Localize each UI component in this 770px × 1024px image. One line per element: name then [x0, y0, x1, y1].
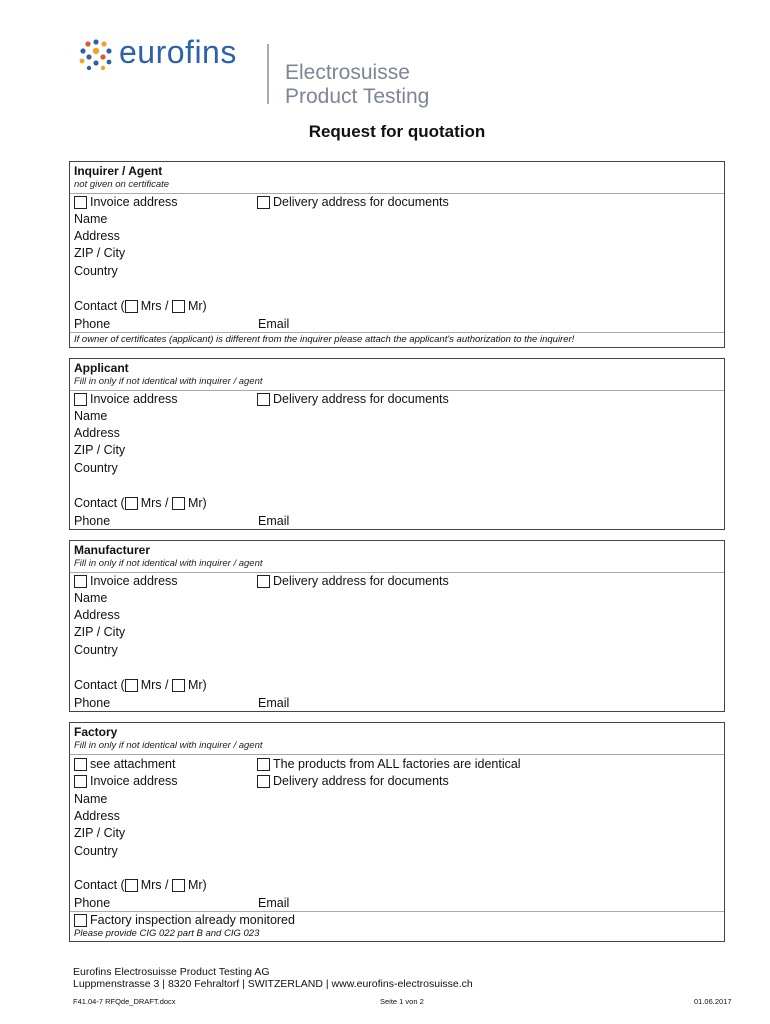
mr-checkbox[interactable]	[172, 679, 185, 692]
section-title: Applicant	[74, 361, 129, 375]
country-label: Country	[74, 264, 118, 278]
section-title: Inquirer / Agent	[74, 164, 163, 178]
page-title: Request for quotation	[308, 122, 486, 141]
contact-row: Contact ( Mrs / Mr)	[74, 878, 207, 892]
zip-city-label: ZIP / City	[74, 246, 126, 260]
footer-company: Eurofins Electrosuisse Product Testing AG	[73, 966, 270, 978]
invoice-address-option[interactable]: Invoice address	[74, 574, 178, 588]
mrs-checkbox[interactable]	[125, 497, 138, 510]
section-subtitle: Fill in only if not identical with inquirer / agent	[74, 740, 263, 751]
contact-row: Contact ( Mrs / Mr)	[74, 496, 207, 510]
section-inquirer	[69, 161, 725, 348]
footer-doc-id: F41.04-7 RFQde_DRAFT.docx	[73, 997, 176, 1006]
division-line-2: Product Testing	[285, 85, 430, 108]
factory-inspection-checkbox[interactable]	[74, 914, 87, 927]
invoice-address-checkbox[interactable]	[74, 196, 87, 209]
phone-label: Phone	[74, 896, 111, 910]
contact-row: Contact ( Mrs / Mr)	[74, 678, 207, 692]
footer-address: Luppmenstrasse 3 | 8320 Fehraltorf | SWITZERLAND | www.eurofins-electrosuisse.ch	[73, 978, 473, 990]
see-attachment-checkbox[interactable]	[74, 758, 87, 771]
mrs-checkbox[interactable]	[125, 879, 138, 892]
delivery-address-option[interactable]: Delivery address for documents	[257, 574, 449, 588]
footer-date: 01.06.2017	[694, 997, 732, 1006]
invoice-address-option[interactable]: Invoice address	[74, 195, 178, 209]
address-label: Address	[74, 426, 120, 440]
identical-factories-checkbox[interactable]	[257, 758, 270, 771]
phone-label: Phone	[74, 514, 111, 528]
eurofins-logo-icon	[78, 38, 114, 72]
country-label: Country	[74, 844, 118, 858]
section-subtitle: Fill in only if not identical with inquirer / agent	[74, 376, 263, 387]
logo-divider	[267, 44, 269, 104]
delivery-address-checkbox[interactable]	[257, 775, 270, 788]
invoice-address-checkbox[interactable]	[74, 575, 87, 588]
section-header	[70, 723, 724, 755]
division-line-1: Electrosuisse	[285, 61, 410, 84]
delivery-address-option[interactable]: Delivery address for documents	[257, 195, 449, 209]
section-title: Manufacturer	[74, 543, 151, 557]
email-label: Email	[258, 317, 290, 331]
inspection-note: Please provide CIG 022 part B and CIG 023	[74, 928, 260, 939]
factory-inspection-option[interactable]: Factory inspection already monitored	[74, 913, 295, 927]
phone-label: Phone	[74, 317, 111, 331]
country-label: Country	[74, 643, 118, 657]
delivery-address-option[interactable]: Delivery address for documents	[257, 392, 449, 406]
section-manufacturer	[69, 540, 725, 712]
name-label: Name	[74, 591, 108, 605]
contact-row: Contact ( Mrs / Mr)	[74, 299, 207, 313]
invoice-address-option[interactable]: Invoice address	[74, 392, 178, 406]
country-label: Country	[74, 461, 118, 475]
name-label: Name	[74, 212, 108, 226]
mr-checkbox[interactable]	[172, 497, 185, 510]
mr-checkbox[interactable]	[172, 879, 185, 892]
divider	[70, 911, 724, 912]
address-label: Address	[74, 809, 120, 823]
invoice-address-checkbox[interactable]	[74, 775, 87, 788]
address-label: Address	[74, 608, 120, 622]
email-label: Email	[258, 896, 290, 910]
email-label: Email	[258, 696, 290, 710]
mr-checkbox[interactable]	[172, 300, 185, 313]
delivery-address-option[interactable]: Delivery address for documents	[257, 774, 449, 788]
section-subtitle: not given on certificate	[74, 179, 170, 190]
mrs-checkbox[interactable]	[125, 300, 138, 313]
zip-city-label: ZIP / City	[74, 826, 126, 840]
section-factory	[69, 722, 725, 942]
zip-city-label: ZIP / City	[74, 625, 126, 639]
zip-city-label: ZIP / City	[74, 443, 126, 457]
invoice-address-checkbox[interactable]	[74, 393, 87, 406]
section-header	[70, 541, 724, 573]
section-applicant	[69, 358, 725, 530]
delivery-address-checkbox[interactable]	[257, 575, 270, 588]
authorization-note: If owner of certificates (applicant) is different from the inquirer please attach the applicant's authorization to the inquirer!	[74, 334, 575, 345]
section-header	[70, 359, 724, 391]
name-label: Name	[74, 409, 108, 423]
phone-label: Phone	[74, 696, 111, 710]
section-title: Factory	[74, 725, 118, 739]
address-label: Address	[74, 229, 120, 243]
name-label: Name	[74, 792, 108, 806]
email-label: Email	[258, 514, 290, 528]
delivery-address-checkbox[interactable]	[257, 393, 270, 406]
logo-wordmark: eurofins	[119, 34, 237, 70]
identical-factories-option[interactable]: The products from ALL factories are identical	[257, 757, 521, 771]
section-header	[70, 162, 724, 194]
see-attachment-option[interactable]: see attachment	[74, 757, 175, 771]
footer-page-number: Seite 1 von 2	[380, 997, 424, 1006]
invoice-address-option[interactable]: Invoice address	[74, 774, 178, 788]
section-subtitle: Fill in only if not identical with inquirer / agent	[74, 558, 263, 569]
mrs-checkbox[interactable]	[125, 679, 138, 692]
delivery-address-checkbox[interactable]	[257, 196, 270, 209]
divider	[70, 332, 724, 333]
